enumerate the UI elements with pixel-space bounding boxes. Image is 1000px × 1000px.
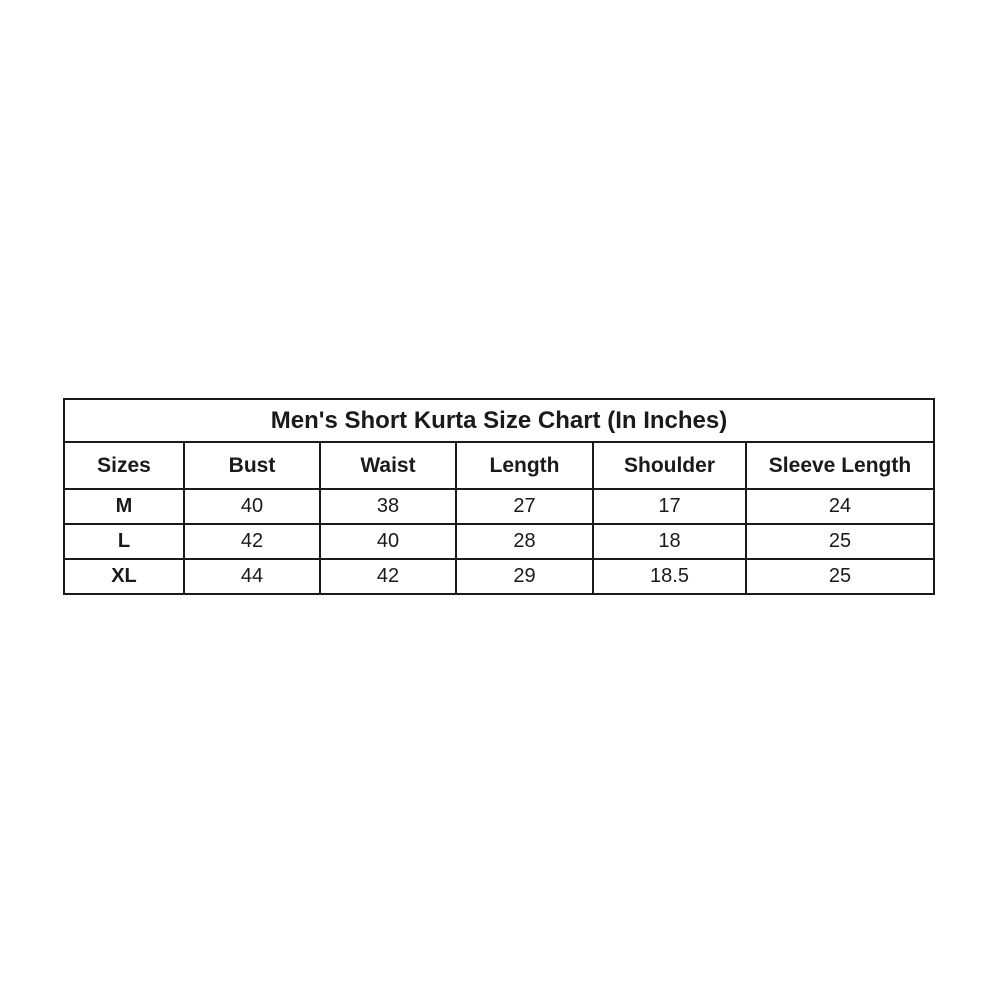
column-header-waist: Waist [320, 442, 456, 489]
column-header-bust: Bust [184, 442, 320, 489]
bust-value: 40 [184, 489, 320, 524]
table-row-m [64, 489, 934, 524]
size-label: XL [64, 559, 184, 594]
column-header-sleeve-length: Sleeve Length [746, 442, 934, 489]
table-header-row [64, 442, 934, 489]
table-title: Men's Short Kurta Size Chart (In Inches) [64, 399, 934, 442]
column-header-length: Length [456, 442, 593, 489]
length-value: 29 [456, 559, 593, 594]
table-row-xl [64, 559, 934, 594]
bust-value: 42 [184, 524, 320, 559]
column-header-sizes: Sizes [64, 442, 184, 489]
table-title-row [64, 399, 934, 442]
size-chart-table [63, 398, 935, 595]
bust-value: 44 [184, 559, 320, 594]
table-row-l [64, 524, 934, 559]
sleeve-length-value: 24 [746, 489, 934, 524]
sleeve-length-value: 25 [746, 524, 934, 559]
size-label: M [64, 489, 184, 524]
waist-value: 42 [320, 559, 456, 594]
shoulder-value: 17 [593, 489, 746, 524]
length-value: 28 [456, 524, 593, 559]
shoulder-value: 18.5 [593, 559, 746, 594]
column-header-shoulder: Shoulder [593, 442, 746, 489]
shoulder-value: 18 [593, 524, 746, 559]
sleeve-length-value: 25 [746, 559, 934, 594]
waist-value: 40 [320, 524, 456, 559]
size-label: L [64, 524, 184, 559]
length-value: 27 [456, 489, 593, 524]
waist-value: 38 [320, 489, 456, 524]
